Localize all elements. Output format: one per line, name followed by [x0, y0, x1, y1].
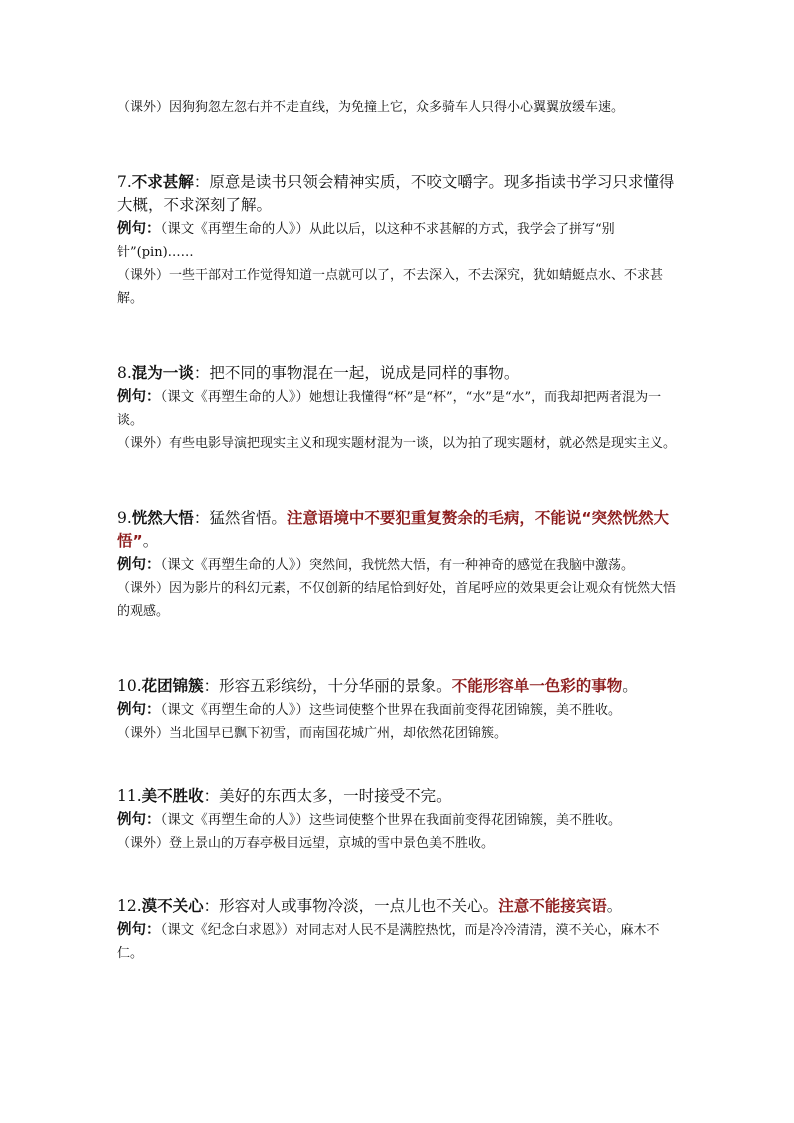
example-label: 例句：	[117, 556, 161, 573]
idiom-term: 不求甚解	[131, 173, 194, 191]
example-in-text	[117, 698, 677, 722]
entry-number: 10.	[117, 677, 142, 695]
usage-note-tail: 。	[606, 897, 623, 915]
idiom-definition: ：形容对人或事物冷淡，一点儿也不关心。	[203, 897, 499, 915]
example-source: （课文《再塑生命的人》）	[160, 812, 309, 828]
example-text: 这些词使整个世界在我面前变得花团锦簇，美不胜收。	[309, 813, 622, 828]
idiom-heading	[117, 507, 677, 553]
example-label: 例句：	[117, 811, 161, 828]
example-source: （课文《纪念白求恩》）	[160, 922, 296, 938]
example-extracurricular: （课外）一些干部对工作觉得知道一点就可以了，不去深入，不去深究，犹如蜻蜓点水、不求甚解。	[117, 268, 664, 306]
idiom-entry	[117, 785, 677, 855]
usage-note: 不能形容单一色彩的事物	[451, 677, 623, 695]
idiom-entry	[117, 507, 677, 623]
idiom-definition: ：美好的东西太多，一时接受不完。	[203, 787, 452, 805]
example-text: 这些词使整个世界在我面前变得花团锦簇，美不胜收。	[309, 703, 622, 718]
usage-note: 注意不能接宾语	[498, 897, 607, 915]
spacer	[117, 119, 677, 171]
example-text: 从此以后，以这种不求甚解的方式，我学会了拼写“别针”(pin)……	[117, 222, 615, 260]
example-in-text	[117, 918, 677, 965]
example-extracurricular: （课外）有些电影导演把现实主义和现实题材混为一谈，以为拍了现实题材，就必然是现实主义。	[117, 436, 677, 451]
example-label: 例句：	[117, 701, 161, 718]
idiom-term: 花团锦簇	[141, 677, 204, 695]
idiom-heading	[117, 171, 677, 217]
example-label: 例句：	[117, 921, 161, 938]
idiom-entry	[117, 675, 677, 745]
example-extracurricular: （课外）登上景山的万春亭极目远望，京城的雪中景色美不胜收。	[117, 836, 495, 851]
idiom-term: 恍然大悟	[131, 509, 194, 527]
idiom-heading	[117, 785, 677, 808]
entry-number: 7.	[117, 173, 132, 191]
usage-note-tail: 。	[622, 677, 638, 695]
idiom-definition: ：形容五彩缤纷，十分华丽的景象。	[203, 677, 452, 695]
idiom-term: 漠不关心	[141, 897, 204, 915]
idiom-term: 混为一谈	[131, 364, 194, 382]
usage-note: 注意语境中不要犯重复赘余的毛病，不能说“突然恍然大悟”	[117, 509, 670, 550]
example-text: 对同志对人民不是满腔热忱，而是冷冷清清，漠不关心，麻木不仁。	[117, 923, 660, 961]
usage-note-tail: 。	[142, 532, 159, 550]
spacer	[117, 455, 677, 507]
example-in-text	[117, 553, 677, 577]
idiom-term: 美不胜收	[141, 787, 204, 805]
idiom-heading	[117, 675, 677, 698]
example-extracurricular: （课外）因为影片的科幻元素，不仅创新的结尾恰到好处，首尾呼应的效果更会让观众有恍然大悟的观感。	[117, 581, 677, 619]
example-text: 突然间，我恍然大悟，有一种神奇的感觉在我脑中激荡。	[309, 558, 635, 573]
example-source: （课文《再塑生命的人》）	[160, 389, 309, 405]
idiom-definition: ：原意是读书只领会精神实质，不咬文嚼字。现多指读书学习只求懂得大概，不求深刻了解。	[117, 173, 675, 214]
spacer	[117, 745, 677, 785]
example-in-text	[117, 385, 677, 432]
idiom-definition: ：猛然省悟。	[193, 509, 287, 527]
document-body	[117, 96, 677, 965]
entry-number: 11.	[117, 787, 142, 805]
example-source: （课文《再塑生命的人》）	[160, 557, 309, 573]
idiom-entry	[117, 362, 677, 455]
entry-number: 8.	[117, 364, 132, 382]
idiom-definition: ：把不同的事物混在一起，说成是同样的事物。	[193, 364, 520, 382]
spacer	[117, 855, 677, 895]
example-source: （课文《再塑生命的人》）	[160, 221, 309, 237]
idiom-entry	[117, 171, 677, 310]
example-extracurricular: （课外）当北国早已飘下初雪，而南国花城广州，却依然花团锦簇。	[117, 726, 508, 741]
example-source: （课文《再塑生命的人》）	[160, 702, 309, 718]
spacer	[117, 310, 677, 362]
example-label: 例句：	[117, 220, 161, 237]
idiom-entry	[117, 895, 677, 965]
example-text: 她想让我懂得“杯”是“杯”，“水”是“水”，而我却把两者混为一谈。	[117, 390, 662, 428]
spacer	[117, 623, 677, 675]
idiom-heading	[117, 362, 677, 385]
intro-example: （课外）因狗狗忽左忽右并不走直线，为免撞上它，众多骑车人只得小心翼翼放缓车速。	[117, 100, 625, 115]
example-label: 例句：	[117, 388, 161, 405]
entry-number: 9.	[117, 509, 132, 527]
example-in-text	[117, 217, 677, 264]
idiom-heading	[117, 895, 677, 918]
example-in-text	[117, 808, 677, 832]
entry-number: 12.	[117, 897, 142, 915]
